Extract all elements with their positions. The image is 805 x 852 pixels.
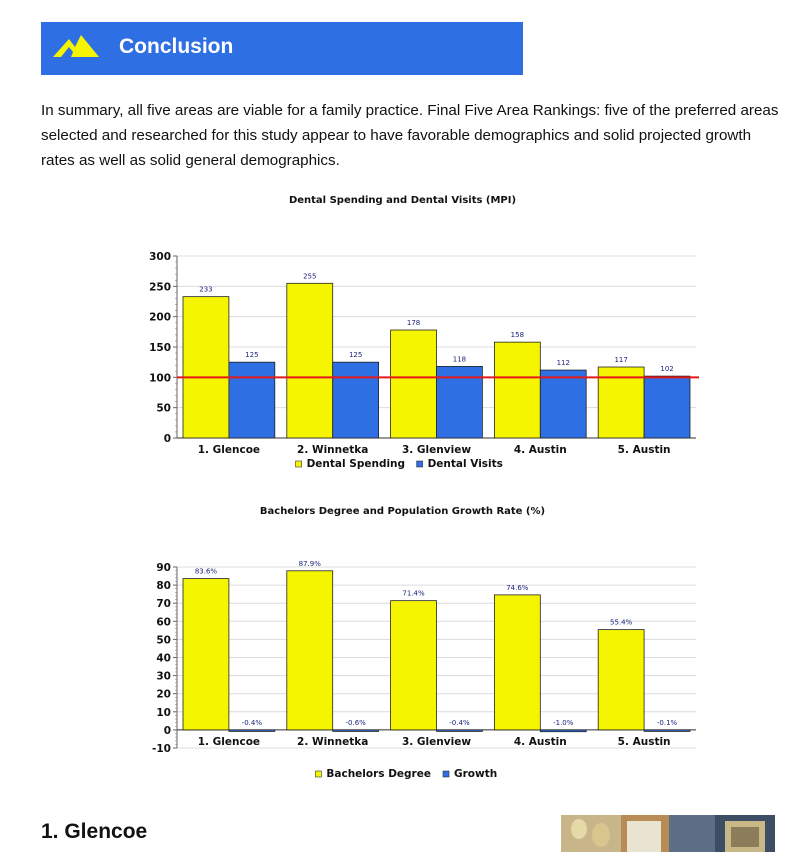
y-tick-label: 200 bbox=[149, 311, 171, 324]
bar-dental-spending bbox=[391, 330, 437, 438]
legend-swatch bbox=[296, 461, 302, 467]
x-tick-label: 4. Austin bbox=[513, 444, 567, 456]
data-label: -0.6% bbox=[345, 718, 366, 727]
legend-label: Dental Visits bbox=[427, 458, 503, 470]
x-tick-label: 1. Glencoe bbox=[197, 444, 261, 456]
data-label: -0.1% bbox=[656, 718, 678, 727]
data-label: 233 bbox=[199, 285, 213, 294]
bar-growth bbox=[644, 730, 690, 732]
data-label: -0.4% bbox=[449, 718, 470, 727]
bar-bachelors-degree bbox=[391, 601, 437, 730]
bar-bachelors-degree bbox=[494, 595, 540, 730]
data-label: 87.9% bbox=[298, 559, 321, 568]
y-tick-label: 50 bbox=[156, 402, 171, 415]
y-tick-label: 50 bbox=[156, 634, 171, 647]
data-label: 158 bbox=[510, 331, 525, 340]
bar-dental-visits bbox=[644, 376, 690, 438]
bar-growth bbox=[229, 730, 275, 732]
y-tick-label: 10 bbox=[156, 706, 171, 719]
x-tick-label: 5. Austin bbox=[617, 736, 671, 748]
data-label: 255 bbox=[303, 272, 317, 281]
y-tick-label: 0 bbox=[163, 724, 171, 737]
bar-growth bbox=[437, 730, 483, 732]
data-label: 112 bbox=[556, 359, 570, 368]
legend bbox=[296, 458, 503, 470]
y-tick-label: 20 bbox=[156, 688, 171, 701]
y-tick-label: 90 bbox=[156, 562, 171, 574]
data-label: -1.0% bbox=[553, 718, 574, 727]
y-tick-label: 80 bbox=[156, 580, 171, 593]
summary-paragraph: In summary, all five areas are viable for a family practice. Final Five Area Rankings: five of the preferred areas selected and researched for this study appear to have favorable demographics and solid projected growth rates as well as solid general demographics. bbox=[41, 102, 779, 169]
x-tick-label: 5. Austin bbox=[617, 444, 671, 456]
data-label: 178 bbox=[406, 319, 421, 328]
x-tick-label: 4. Austin bbox=[513, 736, 567, 748]
x-tick-label: 2. Winnetka bbox=[297, 444, 369, 456]
education-growth-chart bbox=[0, 555, 805, 785]
x-tick-label: 1. Glencoe bbox=[197, 736, 261, 748]
section-banner bbox=[41, 22, 523, 75]
y-tick-label: 300 bbox=[149, 251, 171, 263]
data-label: 118 bbox=[452, 355, 467, 364]
legend-swatch bbox=[443, 771, 449, 777]
section-heading: 1. Glencoe bbox=[41, 820, 148, 843]
bar-bachelors-degree bbox=[287, 571, 333, 730]
data-label: 102 bbox=[660, 365, 674, 374]
y-tick-label: 150 bbox=[149, 342, 171, 354]
x-tick-label: 3. Glenview bbox=[401, 444, 472, 456]
bar-dental-spending bbox=[183, 297, 229, 438]
mountain-icon bbox=[53, 33, 101, 61]
bar-growth bbox=[333, 730, 379, 732]
data-label: 55.4% bbox=[610, 618, 633, 627]
bar-dental-visits bbox=[333, 362, 379, 438]
y-tick-label: 30 bbox=[156, 670, 171, 683]
legend-swatch bbox=[417, 461, 423, 467]
y-tick-label: 0 bbox=[163, 433, 171, 445]
legend-label: Dental Spending bbox=[306, 458, 406, 470]
bar-dental-visits bbox=[540, 370, 586, 438]
chart-1-title: Dental Spending and Dental Visits (MPI) bbox=[288, 195, 517, 206]
y-tick-label: 40 bbox=[156, 652, 171, 665]
banner-title: Conclusion bbox=[119, 35, 234, 58]
dental-chart bbox=[0, 240, 805, 485]
data-label: 74.6% bbox=[506, 583, 529, 592]
bar-bachelors-degree bbox=[598, 630, 644, 730]
bar-dental-spending bbox=[494, 342, 540, 438]
y-tick-label: 60 bbox=[156, 616, 171, 629]
bar-dental-visits bbox=[229, 362, 275, 438]
area-photo bbox=[561, 815, 775, 852]
y-tick-label: 250 bbox=[149, 281, 171, 294]
legend-label: Growth bbox=[454, 768, 498, 780]
legend bbox=[315, 768, 497, 780]
y-tick-label: 70 bbox=[156, 598, 171, 611]
bar-dental-spending bbox=[287, 283, 333, 438]
data-label: 125 bbox=[245, 351, 259, 360]
legend-swatch bbox=[315, 771, 321, 777]
data-label: 125 bbox=[348, 351, 363, 360]
data-label: 71.4% bbox=[402, 589, 425, 598]
data-label: 117 bbox=[614, 356, 628, 365]
x-tick-label: 3. Glenview bbox=[401, 736, 472, 748]
x-tick-label: 2. Winnetka bbox=[297, 736, 369, 748]
chart-2-title: Bachelors Degree and Population Growth Rate (%) bbox=[259, 506, 546, 517]
data-label: 83.6% bbox=[194, 567, 218, 576]
y-tick-label: 100 bbox=[149, 372, 171, 385]
y-tick-label: -10 bbox=[152, 743, 171, 755]
data-label: -0.4% bbox=[241, 718, 263, 727]
bar-growth bbox=[540, 730, 586, 732]
legend-label: Bachelors Degree bbox=[326, 768, 431, 780]
bar-bachelors-degree bbox=[183, 579, 229, 730]
